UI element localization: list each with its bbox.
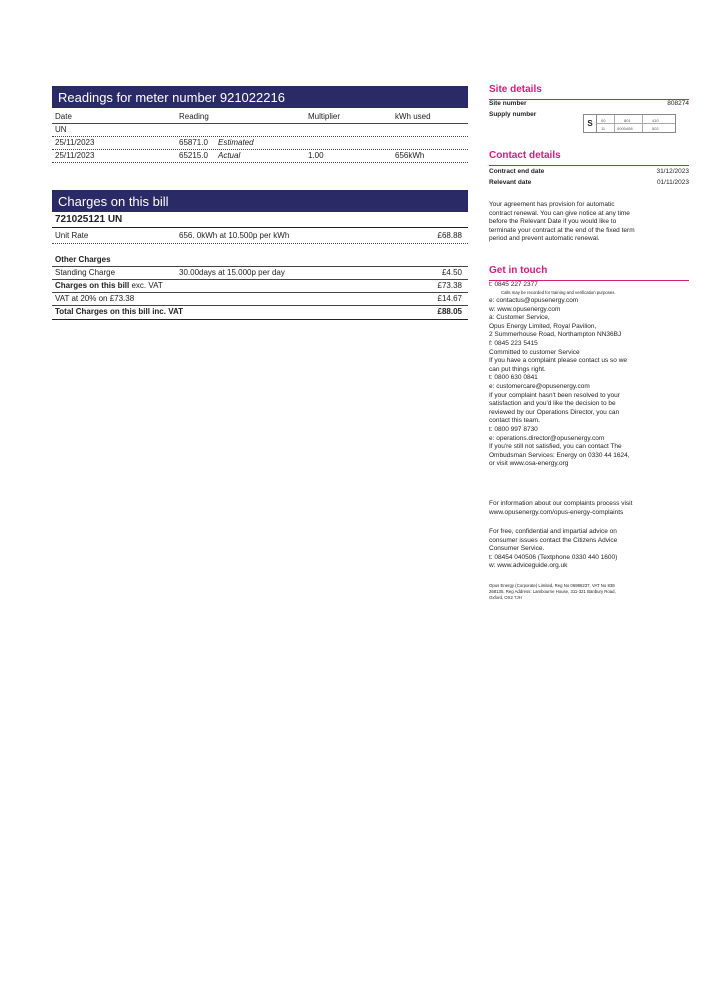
site-details-heading: Site details: [489, 84, 542, 95]
col-multiplier-header: Multiplier: [308, 112, 341, 121]
vat-label: VAT at 20% on £73.38: [55, 294, 135, 303]
supply-top-3: 410: [652, 118, 659, 123]
divider: [52, 319, 468, 320]
divider: [52, 243, 468, 244]
col-reading-header: Reading: [179, 112, 209, 121]
reading-value: 65871.0: [179, 138, 208, 147]
readings-header-row: [52, 111, 468, 122]
reading-multiplier: 1.00: [308, 151, 324, 160]
charges-title-bar: [52, 190, 468, 212]
standing-charge-row: [52, 267, 468, 278]
unit-row: [52, 124, 468, 135]
table-row: [52, 150, 468, 161]
unit-rate-amount: £68.88: [437, 231, 462, 240]
agreement-text: Your agreement has provision for automatic contract renewal. You can give notice at any time before the Relevant Date if you would like to terminate your contract at the end of the fixed term period and prevent automatic renewal.: [489, 201, 635, 243]
unit-label: UN: [55, 125, 67, 134]
supply-bottom-3: 502: [652, 126, 659, 131]
total-amount: £88.05: [437, 307, 462, 316]
sidebar: [489, 84, 689, 624]
total-row: [52, 306, 468, 317]
supply-number-grid: [583, 114, 676, 133]
account-number: 721025121 UN: [55, 214, 123, 225]
reading-value: 65215.0: [179, 151, 208, 160]
divider: [489, 165, 689, 166]
supply-number-label: Supply number: [489, 111, 537, 118]
reading-date: 25/11/2023: [55, 151, 95, 160]
divider: [52, 162, 468, 163]
contact-block: e: contactus@opusenergy.com w: www.opusenergy.com a: Customer Service, Opus Energy Limited, Royal Pavilion, 2 Summerhouse Road, Northampton NN36BJ f: 0845 223 5415 Committed to customer Service If you have a complaint please contact us so we can put things right. t: 0800 630 0841 e: customercare@opusenergy.com If your complaint hasn't been resolved to your satisfaction and you'd like the decision to be reviewed by our Operations Director, you can contact this team. t: 0800 997 8730 e: operations.director@opusenergy.com If you're still not satisfied, you can contact The Ombudsman Services: Energy on 0330 44 1624, or visit www.osa-energy.org: [489, 297, 630, 468]
get-in-touch-heading: Get in touch: [489, 265, 548, 276]
subtotal-row: [52, 280, 468, 291]
supply-top-2: 801: [624, 118, 631, 123]
site-number-label: Site number: [489, 100, 527, 107]
phone-number[interactable]: 0845 227 2377: [494, 281, 538, 288]
other-charges-heading-row: [52, 254, 468, 265]
unit-rate-row: [52, 230, 468, 241]
reading-type: Actual: [218, 151, 241, 160]
readings-title-bar: [52, 86, 468, 108]
relevant-date-label: Relevant date: [489, 179, 532, 186]
supply-bottom-2: 0000408: [617, 126, 633, 131]
phone-label: t:: [489, 281, 493, 288]
reading-date: 25/11/2023: [55, 138, 95, 147]
standing-charge-amount: £4.50: [441, 268, 462, 277]
site-number: 808274: [667, 100, 689, 107]
contact-details-heading: Contact details: [489, 150, 561, 161]
col-kwh-header: kWh used: [395, 112, 431, 121]
divider: [52, 227, 468, 228]
supply-bottom-1: 11: [601, 126, 606, 131]
subtotal-label-bold: Charges on this bill: [55, 281, 130, 290]
readings-title: Readings for meter number 921022216: [58, 89, 285, 105]
complaints-info: For information about our complaints process visit www.opusenergy.com/opus-energy-complaints: [489, 500, 633, 516]
supply-top-1: 00: [601, 118, 606, 123]
vat-amount: £14.67: [437, 294, 462, 303]
reading-type: Estimated: [218, 138, 254, 147]
calls-note: Calls may be recorded for training and verification purposes.: [501, 290, 616, 295]
charges-section: [52, 190, 468, 320]
charges-title: Charges on this bill: [58, 193, 169, 209]
vat-row: [52, 293, 468, 304]
standing-charge-detail: 30.00days at 15.000p per day: [179, 268, 285, 277]
table-row: [52, 137, 468, 148]
supply-s: S: [584, 115, 597, 132]
advice-info: For free, confidential and impartial advice on consumer issues contact the Citizens Advice Consumer Service. t: 08454 040506 (Textphone 0330 440 1600) w: www.adviceguide.org.uk: [489, 528, 618, 570]
standing-charge-label: Standing Charge: [55, 268, 116, 277]
unit-rate-detail: 656. 0kWh at 10.500p per kWh: [179, 231, 290, 240]
subtotal-amount: £73.38: [437, 281, 462, 290]
reading-kwh: 656kWh: [395, 151, 425, 160]
total-label: Total Charges on this bill inc. VAT: [55, 307, 184, 316]
col-date-header: Date: [55, 112, 72, 121]
legal-text: Opus Energy (Corporate) Limited, Reg No 06986237, VAT No 838 268135, Reg Address: Lambourne House, 311-321 Banbury Road, Oxford, OX2 7JH: [489, 583, 616, 600]
relevant-date: 01/11/2023: [656, 179, 689, 186]
readings-section: [52, 86, 468, 166]
unit-rate-label: Unit Rate: [55, 231, 89, 240]
contract-end-date: 31/12/2023: [656, 168, 689, 175]
other-charges-heading: Other Charges: [55, 255, 111, 264]
subtotal-label-rest: exc. VAT: [129, 281, 163, 290]
contract-end-label: Contract end date: [489, 168, 545, 175]
